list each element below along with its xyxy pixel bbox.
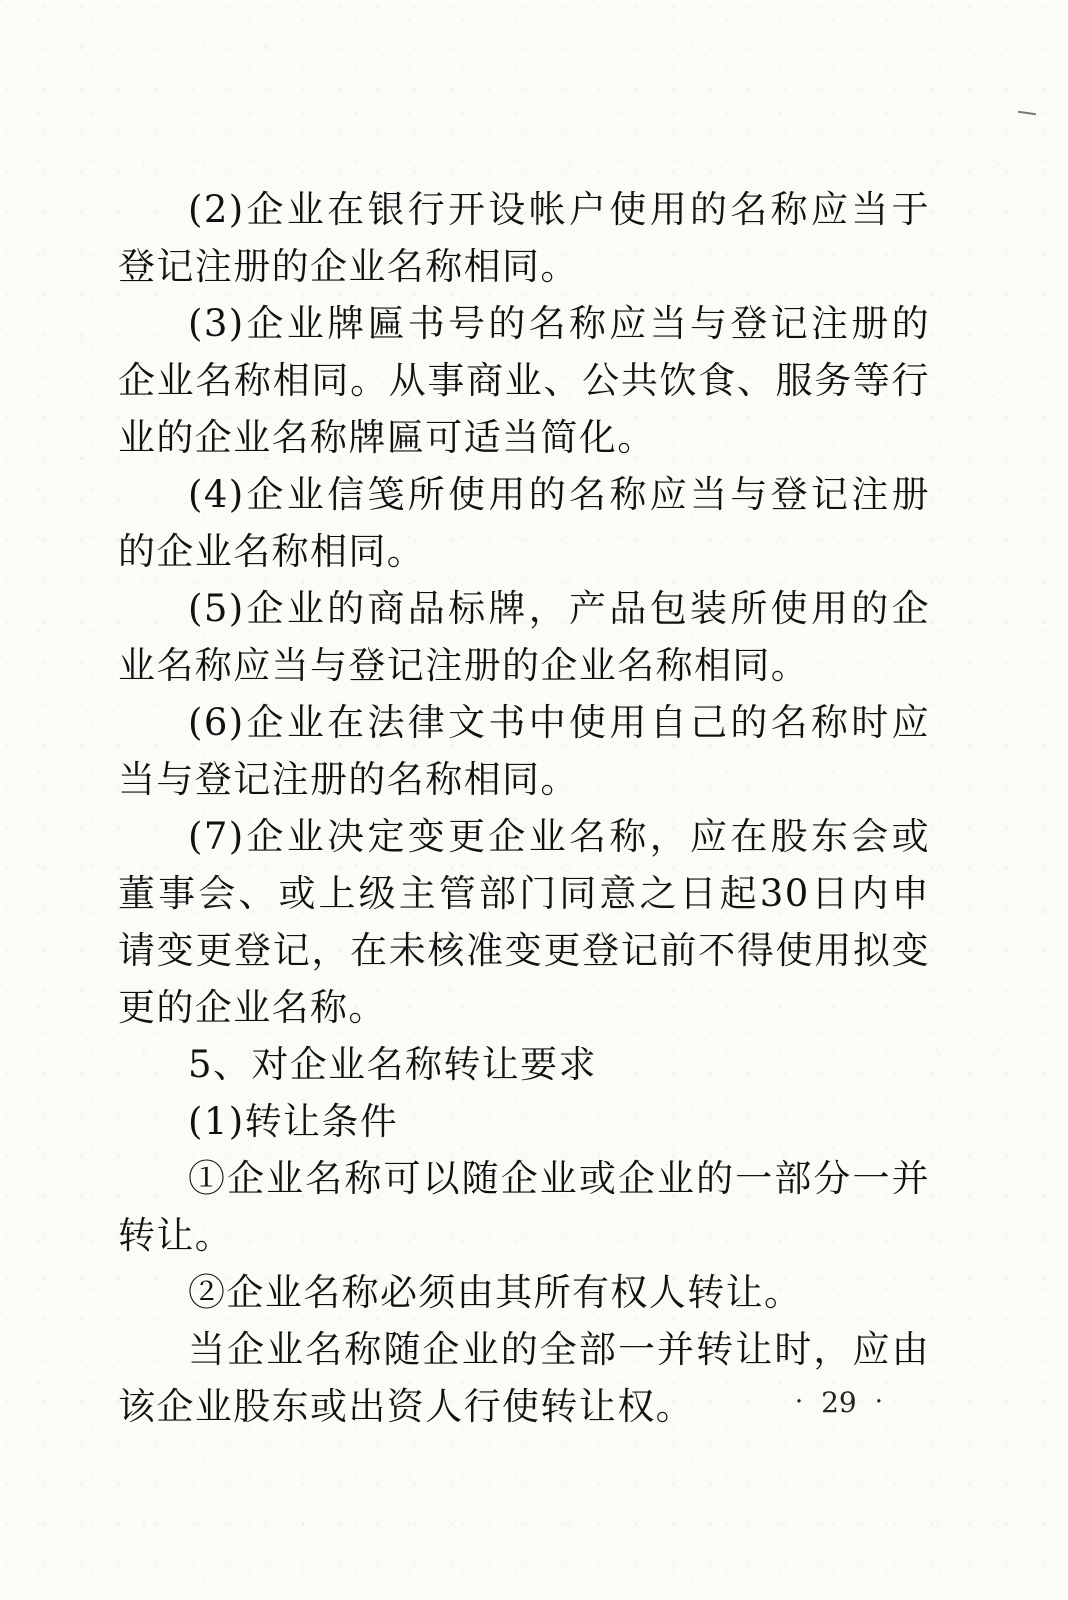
condition-item-2: ②企业名称必须由其所有权人转让。 (188, 1271, 803, 1314)
page-number-dot-left: · (794, 1387, 804, 1417)
page-number (743, 1378, 883, 1426)
document-body (118, 181, 930, 1435)
page-number-value: 29 (821, 1385, 857, 1419)
paragraph-item-7: (7)企业决定变更企业名称，应在股东会或董事会、或上级主管部门同意之日起30日内申请变更登记，在未核准变更登记前不得使用拟变更的企业名称。 (118, 815, 930, 1029)
paragraph-item-3: (3)企业牌匾书号的名称应当与登记注册的企业名称相同。从事商业、公共饮食、服务等行业的企业名称牌匾可适当简化。 (118, 302, 930, 459)
scan-mark (1018, 111, 1036, 115)
paragraph-item-2: (2)企业在银行开设帐户使用的名称应当于登记注册的企业名称相同。 (118, 188, 930, 288)
paragraph-item-4: (4)企业信笺所使用的名称应当与登记注册的企业名称相同。 (118, 473, 930, 573)
paragraph-item-5: (5)企业的商品标牌，产品包装所使用的企业名称应当与登记注册的企业名称相同。 (118, 587, 930, 687)
paragraph-item-6: (6)企业在法律文书中使用自己的名称时应当与登记注册的名称相同。 (118, 701, 930, 801)
condition-item-1: ①企业名称可以随企业或企业的一部分一并转让。 (118, 1157, 930, 1257)
section-heading-name-transfer: 5、对企业名称转让要求 (188, 1043, 597, 1086)
transfer-rights-paragraph: 当企业名称随企业的全部一并转让时，应由该企业股东或出资人行使转让权。 (118, 1328, 930, 1428)
page-number-dot-right: · (874, 1387, 883, 1417)
subsection-heading-transfer-conditions: (1)转让条件 (188, 1100, 399, 1143)
